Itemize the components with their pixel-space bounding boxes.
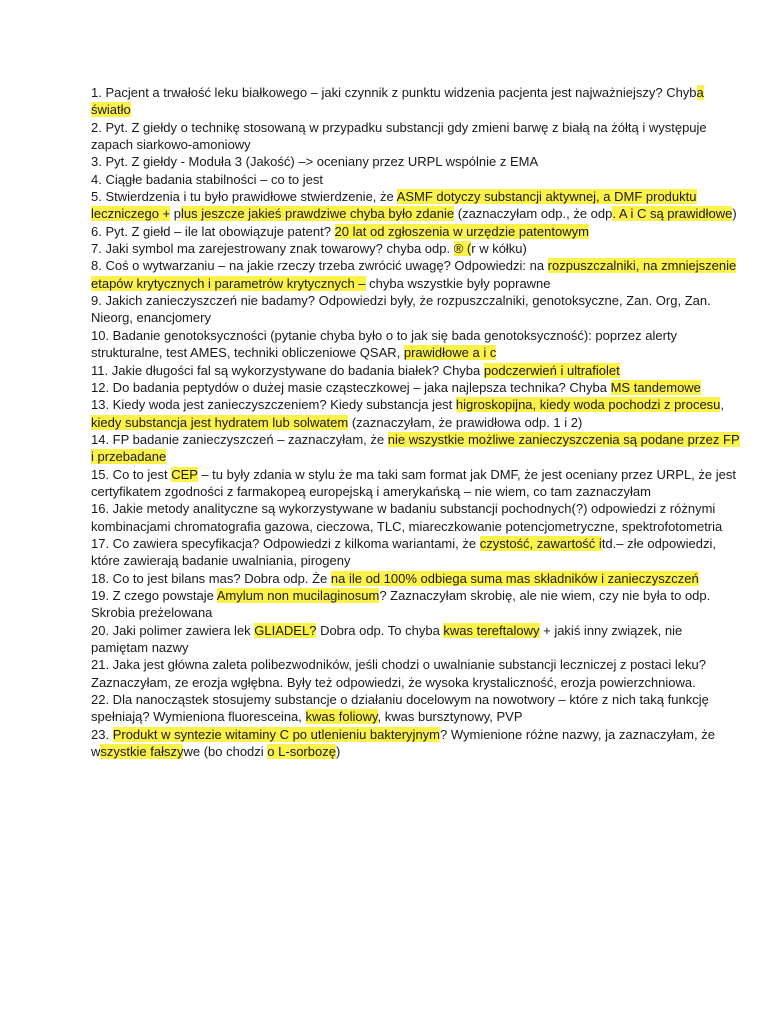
text-segment: we (bo chodzi: [183, 744, 268, 760]
highlighted-text: GLIADEL?: [254, 622, 317, 638]
question-item: [91, 153, 741, 170]
text-segment: ? Zaznaczyłam skrobię, ale nie wiem, czy nie była to odp. Skrobia preżelowana: [91, 587, 711, 621]
question-item: [91, 257, 741, 292]
text-segment: r w kółku): [471, 241, 527, 257]
question-item: [91, 500, 741, 535]
highlighted-text: Amylum non mucilaginosum: [216, 587, 380, 603]
question-item: [91, 292, 741, 327]
text-segment: , kwas bursztynowy, PVP: [377, 709, 523, 725]
text-segment: 15. Co to jest: [91, 466, 172, 482]
question-item: [91, 535, 741, 570]
question-item: [91, 327, 741, 362]
text-segment: Dobra odp. To chyba: [316, 622, 444, 638]
highlighted-text: czystość, zawartość i: [479, 535, 602, 551]
text-segment: 12. Do badania peptydów o dużej masie cząsteczkowej – jaka najlepsza technika? Chyba: [91, 379, 611, 395]
text-segment: – tu były zdania w stylu że ma taki sam format jak DMF, że jest oceniany przez URPL, że jest certyfikatem zgodności z farmakopeą europejską i amerykańską – nie wiem, co tam zaznaczyłam: [91, 466, 736, 499]
highlighted-text: ASMF dotyczy substancji aktywnej, a DMF produktu leczniczego +: [91, 189, 697, 222]
question-item: [91, 362, 741, 379]
text-segment: 16. Jakie metody analityczne są wykorzystywane w badaniu substancji pochodnych(?) odpowiedzi z różnymi kombinacjami chromatografia gazowa, cieczowa, TLC, miareczkowanie potencjometryczne, spektrofotometria: [91, 501, 723, 534]
text-segment: 18. Co to jest bilans mas? Dobra odp. Że: [91, 570, 331, 586]
question-item: [91, 570, 741, 587]
highlighted-text: Produkt w syntezie witaminy C po utlenieniu bakteryjnym: [112, 726, 440, 742]
question-item: [91, 119, 741, 154]
highlighted-text: kwas foliowy: [305, 709, 378, 725]
text-segment: chyba wszystkie były poprawne: [365, 275, 551, 291]
highlighted-text: higroskopijna, kiedy woda pochodzi z procesu: [455, 397, 721, 413]
text-segment: 21. Jaka jest główna zaleta polibezwodników, jeśli chodzi o uwalnianie substancji leczniczej z postaci leku? Zaznaczyłam, ze erozja wgłębna. Były też odpowiedzi, że wysoka krystaliczność, erozja powierzchniowa.: [91, 657, 706, 690]
text-segment: 3. Pyt. Z giełdy - Moduła 3 (Jakość) –> oceniany przez URPL wspólnie z EMA: [91, 154, 539, 170]
text-segment: ,: [720, 397, 725, 413]
text-segment: 7. Jaki symbol ma zarejestrowany znak towarowy? chyba odp.: [91, 241, 454, 257]
text-segment: 5. Stwierdzenia i tu było prawidłowe stwierdzenie, że: [91, 189, 397, 205]
text-segment: 8. Coś o wytwarzaniu – na jakie rzeczy trzeba zwrócić uwagę? Odpowiedzi: na: [91, 258, 548, 274]
highlighted-text: CEP: [171, 466, 198, 482]
text-segment: td.– złe odpowiedzi, które zawierają badanie uwalniania, pirogeny: [91, 535, 716, 569]
text-segment: 9. Jakich zanieczyszczeń nie badamy? Odpowiedzi były, że rozpuszczalniki, genotoksyczne, Zan. Org, Zan. Nieorg, enancjomery: [91, 293, 711, 326]
highlighted-text: MS tandemowe: [610, 379, 701, 395]
text-segment: + jakiś inny związek, nie pamiętam nazwy: [91, 622, 683, 655]
document-page: [91, 84, 741, 760]
highlighted-text: podczerwień i ultrafiolet: [483, 362, 620, 378]
question-item: [91, 466, 741, 501]
question-item: [91, 379, 741, 396]
highlighted-text: rozpuszczalniki, na zmniejszenie etapów krytycznych i parametrów krytycznych –: [91, 258, 737, 291]
question-item: [91, 171, 741, 188]
question-item: [91, 84, 741, 119]
text-segment: p: [170, 206, 181, 222]
text-segment: (zaznaczyłam odp., że odp: [454, 206, 613, 222]
question-item: [91, 622, 741, 657]
text-segment: 10. Badanie genotoksyczności (pytanie chyba było o to jak się bada genotoksyczność): poprzez alerty strukturalne, test AMES, techniki obliczeniowe QSAR,: [91, 327, 678, 361]
question-item: [91, 691, 741, 726]
highlighted-text: a światło: [91, 85, 704, 118]
question-item: [91, 726, 741, 761]
text-segment: 2. Pyt. Z giełdy o technikę stosowaną w przypadku substancji gdy zmieni barwę z białą na żółtą i występuje zapach siarkowo-amoniowy: [91, 119, 707, 153]
text-segment: 6. Pyt. Z giełd – ile lat obowiązuje patent?: [91, 223, 335, 239]
highlighted-text: o L-sorbozę: [267, 744, 336, 760]
highlighted-text: kwas tereftalowy: [443, 622, 540, 638]
question-item: [91, 188, 741, 223]
text-segment: 17. Co zawiera specyfikacja? Odpowiedzi z kilkoma wariantami, że: [91, 535, 480, 551]
highlighted-text: ® (: [453, 241, 472, 257]
text-segment: 22. Dla nanocząstek stosujemy substancje o działaniu docelowym na nowotwory – które z nich taką funkcję spełniają? Wymieniona fluoresceina,: [91, 692, 709, 725]
question-item: [91, 656, 741, 691]
highlighted-text: 20 lat od zgłoszenia w urzędzie patentowym: [334, 223, 589, 239]
text-segment: (zaznaczyłam, że prawidłowa odp. 1 i 2): [348, 414, 583, 430]
highlighted-text: kiedy substancja jest hydratem lub solwatem: [91, 414, 349, 430]
text-segment: ): [335, 744, 341, 760]
highlighted-text: lus jeszcze jakieś prawdziwe chyba było zdanie: [180, 206, 455, 222]
text-segment: 19. Z czego powstaje: [91, 587, 217, 603]
highlighted-text: nie wszystkie możliwe zanieczyszczenia są podane przez FP i przebadane: [91, 431, 740, 465]
text-segment: 14. FP badanie zanieczyszczeń – zaznaczyłam, że: [91, 431, 388, 447]
text-segment: ): [732, 206, 737, 222]
text-segment: 4. Ciągłe badania stabilności – co to jest: [91, 171, 323, 187]
text-segment: 1. Pacjent a trwałość leku białkowego – jaki czynnik z punktu widzenia pacjenta jest najważniejszy? Chyb: [91, 85, 697, 100]
text-segment: 20. Jaki polimer zawiera lek: [91, 622, 255, 638]
question-item: [91, 431, 741, 466]
text-segment: 23.: [91, 726, 113, 742]
highlighted-text: na ile od 100% odbiega suma mas składników i zanieczyszczeń: [330, 570, 699, 586]
question-item: [91, 396, 741, 431]
question-item: [91, 240, 741, 257]
text-segment: 11. Jakie długości fal są wykorzystywane do badania białek? Chyba: [91, 362, 484, 378]
text-segment: ? Wymienione różne nazwy, ja zaznaczyłam, że w: [91, 726, 715, 760]
text-segment: 13. Kiedy woda jest zanieczyszczeniem? Kiedy substancja jest: [91, 397, 456, 413]
highlighted-text: prawidłowe a i c: [403, 345, 497, 361]
highlighted-text: . A i C są prawidłowe: [612, 206, 733, 222]
highlighted-text: szystkie fałszy: [100, 744, 184, 760]
question-item: [91, 223, 741, 240]
question-item: [91, 587, 741, 622]
